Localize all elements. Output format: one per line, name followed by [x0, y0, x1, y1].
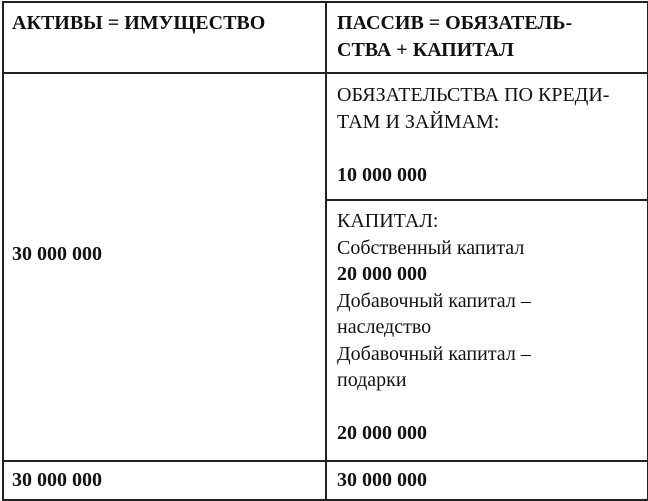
liabilities-title-line1: ОБЯЗАТЕЛЬСТВА ПО КРЕДИ- [337, 84, 610, 106]
additional-inheritance-line1: Добавочный капитал – [337, 289, 531, 312]
liabilities-cell [326, 73, 648, 200]
totals-row [3, 461, 648, 500]
balance-table [2, 1, 648, 501]
spacer [337, 135, 637, 162]
header-row [3, 2, 648, 73]
liabilities-row [3, 73, 648, 200]
capital-total-value: 20 000 000 [337, 422, 427, 444]
liabilities-title-line2: ТАМ И ЗАЙМАМ: [337, 110, 500, 133]
capital-title: КАПИТАЛ: [337, 210, 439, 232]
additional-gifts-line1: Добавочный капитал – [337, 342, 531, 365]
additional-gifts-line2: подарки [337, 369, 407, 391]
own-capital-value: 20 000 000 [337, 263, 427, 285]
spacer [337, 394, 637, 421]
assets-header: АКТИВЫ = ИМУЩЕСТВО [12, 12, 266, 34]
assets-total: 30 000 000 [3, 461, 326, 500]
additional-inheritance-line2: наследство [337, 316, 432, 338]
own-capital-label: Собственный капитал [337, 236, 525, 259]
assets-cell [3, 73, 326, 461]
capital-cell [326, 200, 648, 461]
liabilities-header-cell [326, 2, 648, 73]
assets-value: 30 000 000 [12, 242, 102, 265]
assets-header-cell [3, 2, 326, 73]
liabilities-total: 30 000 000 [326, 461, 648, 500]
liabilities-value: 10 000 000 [337, 163, 427, 186]
liabilities-header-line2: СТВА + КАПИТАЛ [337, 38, 514, 61]
liabilities-header-line1: ПАССИВ = ОБЯЗАТЕЛЬ- [337, 12, 573, 34]
